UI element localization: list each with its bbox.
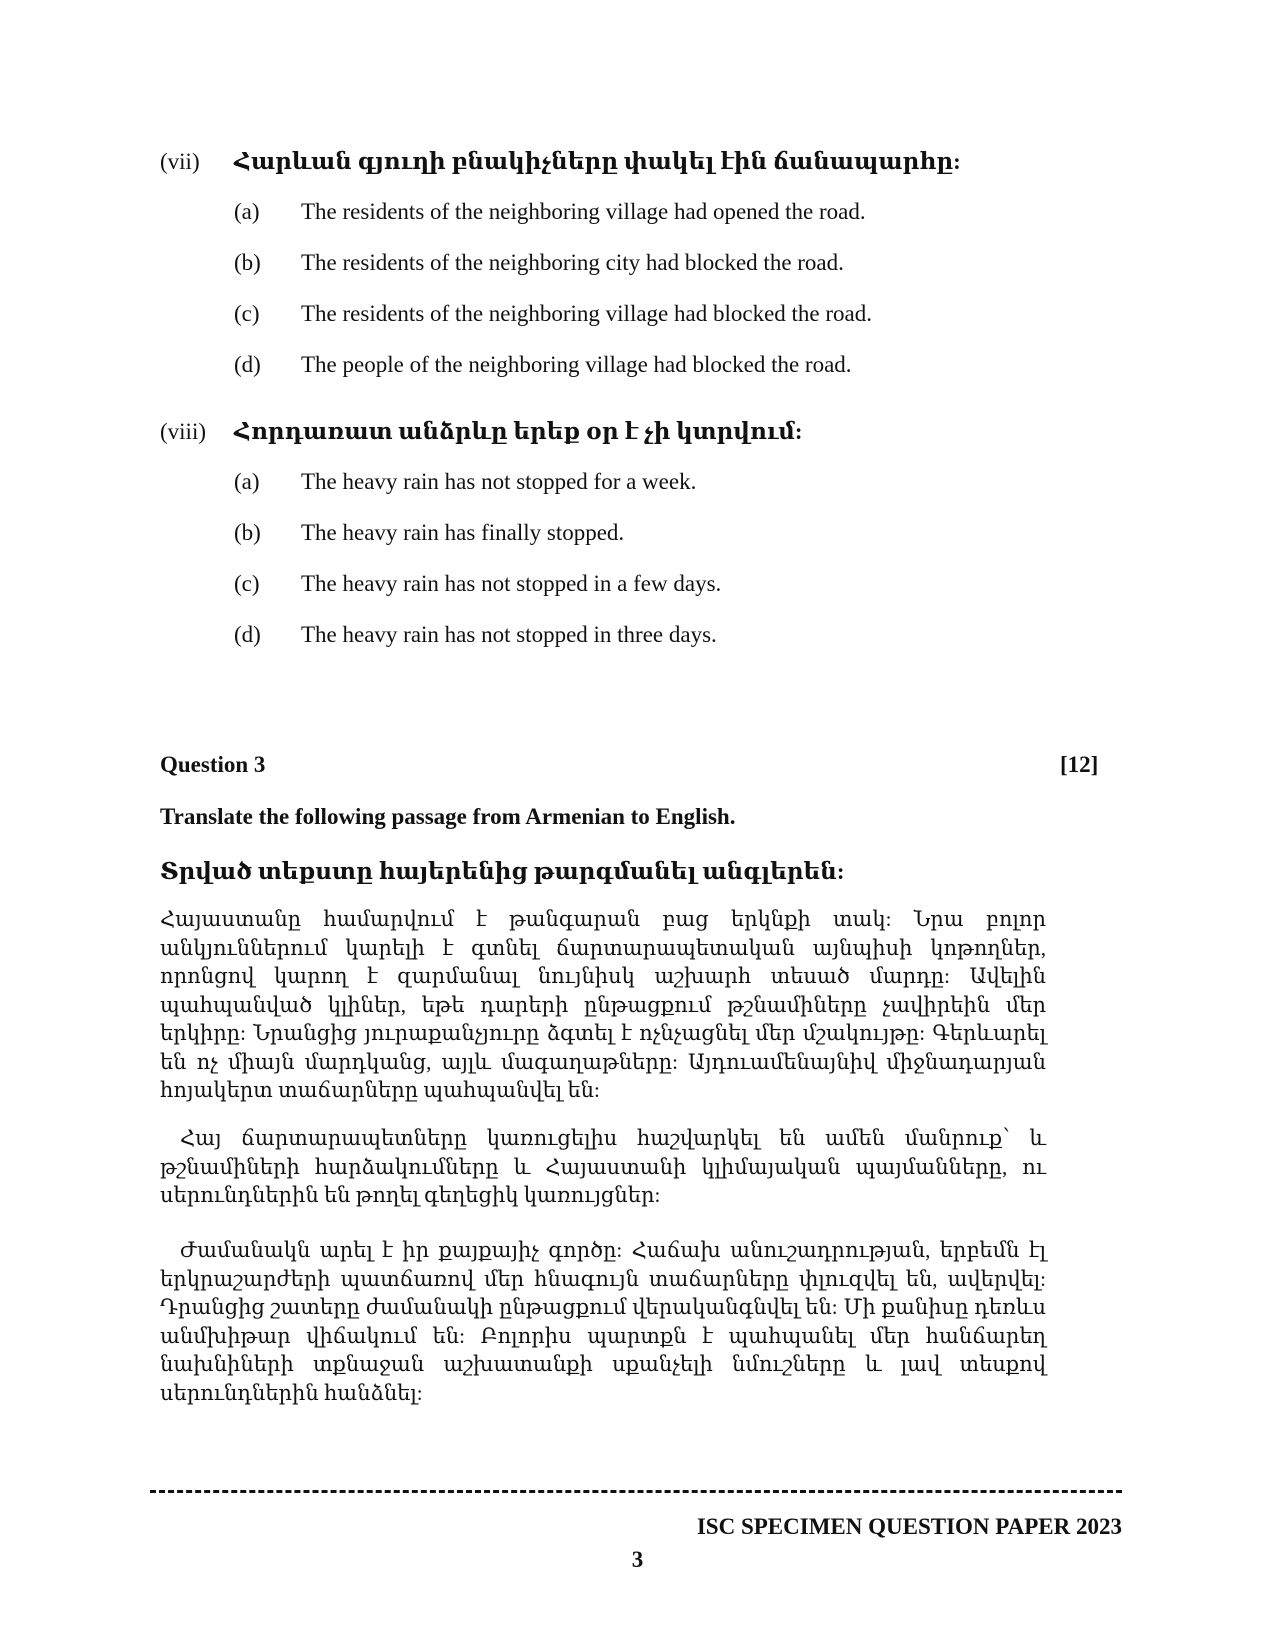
- question-3-marks: [12]: [1060, 752, 1099, 777]
- option-vii-d: [234, 352, 852, 378]
- passage-paragraph-1: Հայաստանը համարվում է թանգարան բաց երկնքի տակ: Նրա բոլոր անկյուններում կարելի է գտնել ճարտարապետական այնպիսի կոթողներ, որոնցով կարող է զարմանալ նույնիսկ աշխարհ տեսած մարդը: Ավելին պահպանված կլիներ, եթե դարերի ընթացքում թշնամիները չավիրեին մեր երկիրը: Նրանցից յուրաքանչյուրը ձգտել է ոչնչացնել մեր մշակույթը: Գերևարել են ոչ միայն մարդկանց, այլև մագաղաթները: Այդուամենայնիվ միջնադարյան հոյակերտ տաճարները պահպանվել են:: [160, 907, 1046, 1102]
- question-number: (viii): [160, 419, 206, 444]
- option-label: (b): [234, 520, 261, 545]
- question-prompt: Հարևան գյուղի բնակիչները փակել էին ճանապարհը:: [234, 149, 961, 174]
- instruction-armenian: Տրված տեքստը հայերենից թարգմանել անգլերեն:: [160, 859, 845, 884]
- option-text: The residents of the neighboring village had opened the road.: [301, 199, 866, 224]
- question-vii-heading: [160, 148, 961, 175]
- option-label: (a): [234, 469, 260, 494]
- option-viii-a: [234, 469, 696, 495]
- option-label: (b): [234, 250, 261, 275]
- question-number: (vii): [160, 149, 200, 174]
- option-text: The heavy rain has not stopped in a few days.: [301, 571, 722, 596]
- option-label: (c): [234, 301, 260, 326]
- passage-paragraph-2: Հայ ճարտարապետները կառուցելիս հաշվարկել են ամեն մանրուք՝ և թշնամիների հարձակումները և Հայաստանի կլիմայական պայմանները, ու սերունդներին են թողել գեղեցիկ կառույցներ:: [160, 1126, 1046, 1207]
- option-label: (d): [234, 352, 261, 377]
- option-text: The people of the neighboring village had blocked the road.: [301, 352, 852, 377]
- option-label: (d): [234, 622, 261, 647]
- option-viii-d: [234, 622, 717, 648]
- page-number: 3: [631, 1547, 644, 1572]
- question-viii-heading: [160, 418, 803, 445]
- option-text: The residents of the neighboring city had blocked the road.: [301, 250, 844, 275]
- option-text: The residents of the neighboring village had blocked the road.: [301, 301, 872, 326]
- option-text: The heavy rain has finally stopped.: [301, 520, 625, 545]
- option-viii-c: [234, 571, 721, 597]
- question-prompt: Հորդառատ անձրևը երեք օր է չի կտրվում:: [234, 419, 803, 444]
- option-viii-b: [234, 520, 624, 546]
- footer-divider: [150, 1490, 1122, 1493]
- option-vii-c: [234, 301, 872, 327]
- option-vii-a: [234, 199, 866, 225]
- option-text: The heavy rain has not stopped in three days.: [301, 622, 717, 647]
- option-label: (a): [234, 199, 260, 224]
- instruction-english: Translate the following passage from Armenian to English.: [160, 804, 736, 829]
- option-label: (c): [234, 571, 260, 596]
- question-3-title: Question 3: [160, 752, 266, 777]
- footer-title: ISC SPECIMEN QUESTION PAPER 2023: [696, 1514, 1122, 1539]
- passage-paragraph-3: Ժամանակն արել է իր քայքայիչ գործը: Հաճախ անուշադրության, երբեմն էլ երկրաշարժերի պատճառով մեր հնագույն տաճարները փլուզվել են, ավերվել: Դրանցից շատերը ժամանակի ընթացքում վերականգնվել են: Մի քանիսը դեռևս անմխիթար վիճակում են: Բոլորիս պարտքն է պահպանել մեր հանճարեղ նախնիների տքնաջան աշխատանքի սքանչելի նմուշները և լավ տեսքով սերունդներին հանձնել:: [160, 1238, 1046, 1405]
- option-text: The heavy rain has not stopped for a week.: [301, 469, 697, 494]
- option-vii-b: [234, 250, 844, 276]
